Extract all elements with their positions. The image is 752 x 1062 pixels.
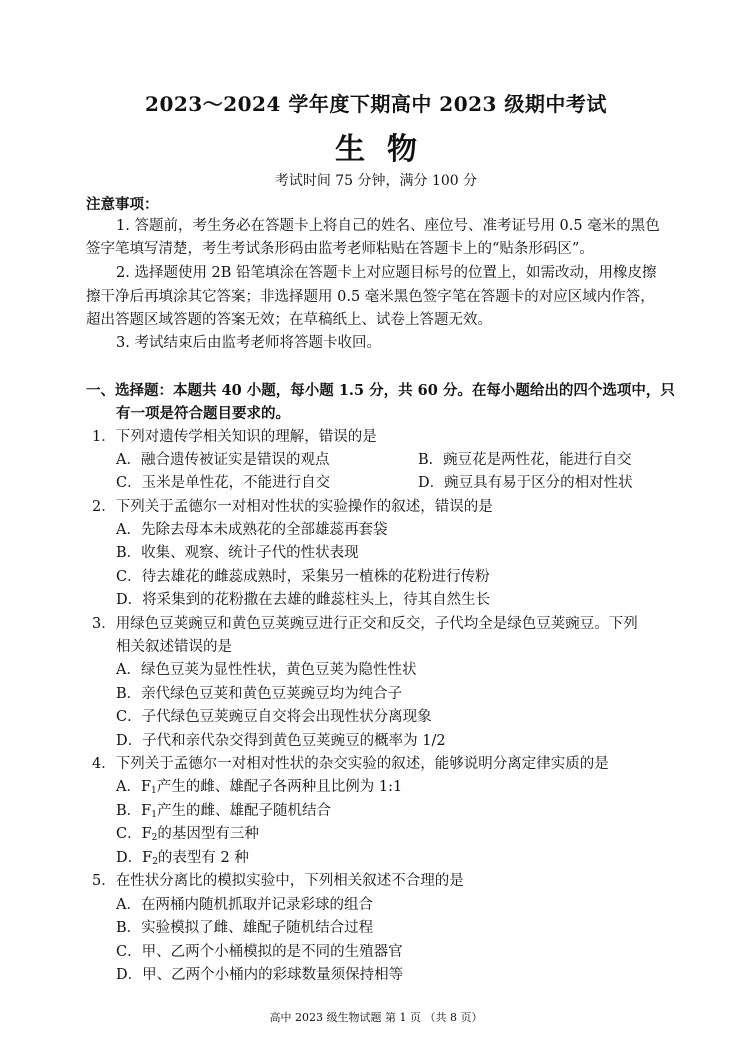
note-line: 签字笔填写清楚，考生考试条形码由监考老师粘贴在答题卡上的“贴条形码区”。 [86, 241, 594, 257]
exam-time-info: 考试时间 75 分钟，满分 100 分 [274, 173, 478, 189]
option-d: D．子代和亲代杂交得到黄色豆荚豌豆的概率为 1/2 [116, 733, 446, 749]
note-line: 2. 选择题使用 2B 铅笔填涂在答题卡上对应题目标号的位置上，如需改动，用橡皮擦 [116, 265, 657, 281]
notes-heading: 注意事项： [86, 196, 159, 213]
note-line: 擦干净后再填涂其它答案；非选择题用 0.5 毫米黑色签字笔在答题卡的对应区域内作答， [86, 289, 655, 305]
option-c: C．玉米是单性花，不能进行自交 [116, 475, 331, 491]
option-d: D．$F_2$的表型有 2 种 [116, 850, 249, 867]
question-stem: 5．在性状分离比的模拟实验中，下列相关叙述不合理的是 [92, 873, 464, 889]
option-a: A．$F_1$产生的雌、雄配子各两种且比例为 1:1 [116, 779, 403, 796]
option-c: C．子代绿色豆荚豌豆自交将会出现性状分离现象 [116, 709, 432, 725]
section-heading: 一、选择题：本题共 40 小题，每小题 1.5 分，共 60 分。在每小题给出的四个选项中，只 [86, 382, 675, 399]
option-b: B．$F_1$产生的雌、雄配子随机结合 [116, 803, 331, 820]
question-stem-cont: 相关叙述错误的是 [116, 639, 232, 655]
question-stem: 2．下列关于孟德尔一对相对性状的实验操作的叙述，错误的是 [92, 499, 493, 515]
exam-title: 2023～2024 学年度下期高中 2023 级期中考试 [145, 92, 607, 116]
option-d: D．将采集到的花粉撒在去雄的雌蕊柱头上，待其自然生长 [116, 592, 491, 608]
option-b: B．亲代绿色豆荚和黄色豆荚豌豆均为纯合子 [116, 686, 403, 702]
note-line: 超出答题区域答题的答案无效；在草稿纸上、试卷上答题无效。 [86, 312, 492, 328]
option-b: B．实验模拟了雌、雄配子随机结合过程 [116, 920, 374, 936]
option-a: A．绿色豆荚为显性性状，黄色豆荚为隐性性状 [116, 662, 417, 678]
question-stem: 1．下列对遗传学相关知识的理解，错误的是 [92, 429, 377, 445]
option-a: A．先除去母本未成熟花的全部雄蕊再套袋 [116, 522, 388, 538]
option-b: B．豌豆花是两性花，能进行自交 [418, 452, 632, 468]
section-heading-cont: 有一项是符合题目要求的。 [116, 405, 290, 422]
note-line: 1. 答题前，考生务必在答题卡上将自己的姓名、座位号、准考证号用 0.5 毫米的黑色 [116, 218, 660, 234]
option-b: B．收集、观察、统计子代的性状表现 [116, 545, 359, 561]
option-c: C．待去雄花的雌蕊成熟时，采集另一植株的花粉进行传粉 [116, 569, 490, 585]
subject-title: 生物 [335, 132, 439, 167]
option-c: C．$F_2$的基因型有三种 [116, 826, 259, 843]
option-a: A．在两桶内随机抓取并记录彩球的组合 [116, 897, 373, 913]
note-line: 3. 考试结束后由监考老师将答题卡收回。 [116, 335, 381, 351]
option-d: D．豌豆具有易于区分的相对性状 [418, 475, 633, 491]
question-stem: 3．用绿色豆荚豌豆和黄色豆荚豌豆进行正交和反交，子代均全是绿色豆荚豌豆。下列 [92, 616, 638, 632]
option-d: D．甲、乙两个小桶内的彩球数量须保持相等 [116, 967, 404, 983]
page-footer: 高中 2023 级生物试题 第 1 页 （共 8 页） [269, 1011, 483, 1024]
option-c: C．甲、乙两个小桶模拟的是不同的生殖器官 [116, 944, 403, 960]
question-stem: 4．下列关于孟德尔一对相对性状的杂交实验的叙述，能够说明分离定律实质的是 [92, 756, 609, 772]
option-a: A．融合遗传被证实是错误的观点 [116, 452, 330, 468]
